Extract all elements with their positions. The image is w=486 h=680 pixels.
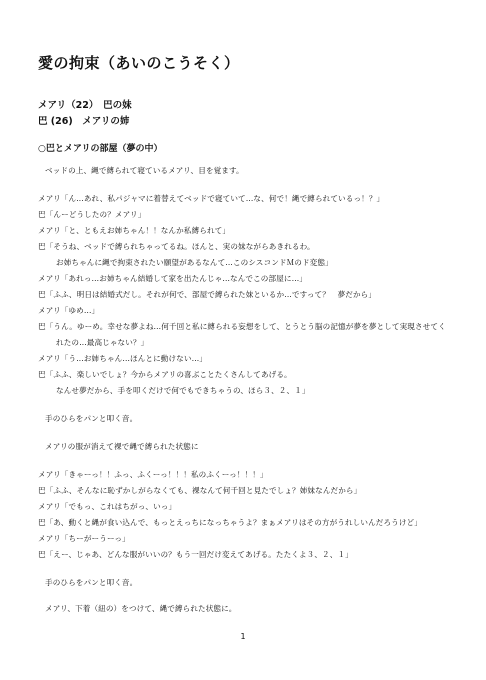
dialogue-line: 巴「んーどうしたの？メアリ」 (38, 210, 146, 219)
dialogue-line: メアリ「でもっ、これはちがっ、いっ」 (38, 502, 177, 511)
scene-heading: ○巴とメアリの部屋（夢の中） (38, 144, 163, 154)
dialogue-continuation: お姉ちゃんに縄で拘束されたい願望があるなんて…このシスコンドＭのド変態」 (56, 258, 333, 267)
cast-entry-tomoe: 巴 (26) メアリの姉 (38, 116, 130, 127)
stage-direction: メアリの服が消えて裸で縄で縛られた状態に (45, 442, 199, 451)
stage-direction: 手のひらをパンと叩く音。 (45, 414, 138, 423)
dialogue-line: 巴「そうね、ベッドで縛られちゃってるね。ほんと、実の妹ながらあきれるわ。 (38, 242, 315, 251)
dialogue-line: メアリ「あれっ…お姉ちゃん結婚して家を出たんじゃ…なんでこの部屋に…」 (38, 274, 307, 283)
dialogue-line: メアリ「ん…あれ、私パジャマに着替えてベッドで寝ていて…な、何で！縄で縛られているっ！？」 (38, 194, 385, 203)
dialogue-line: 巴「ふふ、明日は結婚式だし。それが何で、部屋で縛られた妹といるか…ですって？ 夢だから」 (38, 290, 377, 299)
dialogue-line: 巴「ふふ、そんなに恥ずかしがらなくても、裸なんて何千回と見たでしょ？姉妹なんだから」 (38, 486, 362, 495)
dialogue-line: メアリ「ゆめ…」 (38, 306, 100, 315)
dialogue-line: メアリ「う…お姉ちゃん…ほんとに動けない…」 (38, 354, 207, 363)
page-title: 愛の拘束（あいのこうそく） (38, 54, 240, 72)
dialogue-continuation: なんせ夢だから、手を叩くだけで何でもできちゃうの、ほら３、２、１」 (56, 386, 310, 395)
dialogue-line: 巴「ふふ、楽しいでしょ？今からメアリの喜ぶことたくさんしてあげる。 (38, 370, 292, 379)
dialogue-line: 巴「うん。ゆーめ。幸せな夢よね…何千回と私に縛られる妄想をして、とうとう脳の記憶が夢を夢として実現させてく (38, 322, 446, 331)
stage-direction: メアリ、下着（紐の）をつけて、縄で縛られた状態に。 (45, 604, 237, 613)
cast-entry-mary: メアリ（22） 巴の妹 (38, 100, 132, 111)
dialogue-continuation: れたの…最高じゃない？」 (56, 338, 149, 347)
dialogue-line: 巴「あ、動くと縄が食い込んで、もっとえっちになっちゃうよ？まぁメアリはその方がうれしいんだろうけど」 (38, 518, 422, 527)
page-number: 1 (240, 632, 246, 641)
dialogue-line: メアリ「と、ともえお姉ちゃん！！なんか私縛られて」 (38, 226, 231, 235)
dialogue-line: メアリ「きゃーっ！！ふっ、ふくーっ！！！私のふくーっ！！！」 (38, 470, 268, 479)
stage-direction: ベッドの上、縄で縛られて寝ているメアリ、目を覚ます。 (45, 166, 244, 175)
dialogue-line: 巴「えー、じゃあ、どんな服がいいの？もう一回だけ変えてあげる。たたくよ３、２、１」 (38, 550, 353, 559)
stage-direction: 手のひらをパンと叩く音。 (45, 578, 138, 587)
dialogue-line: メアリ「ちーがーうーっ」 (38, 534, 130, 543)
